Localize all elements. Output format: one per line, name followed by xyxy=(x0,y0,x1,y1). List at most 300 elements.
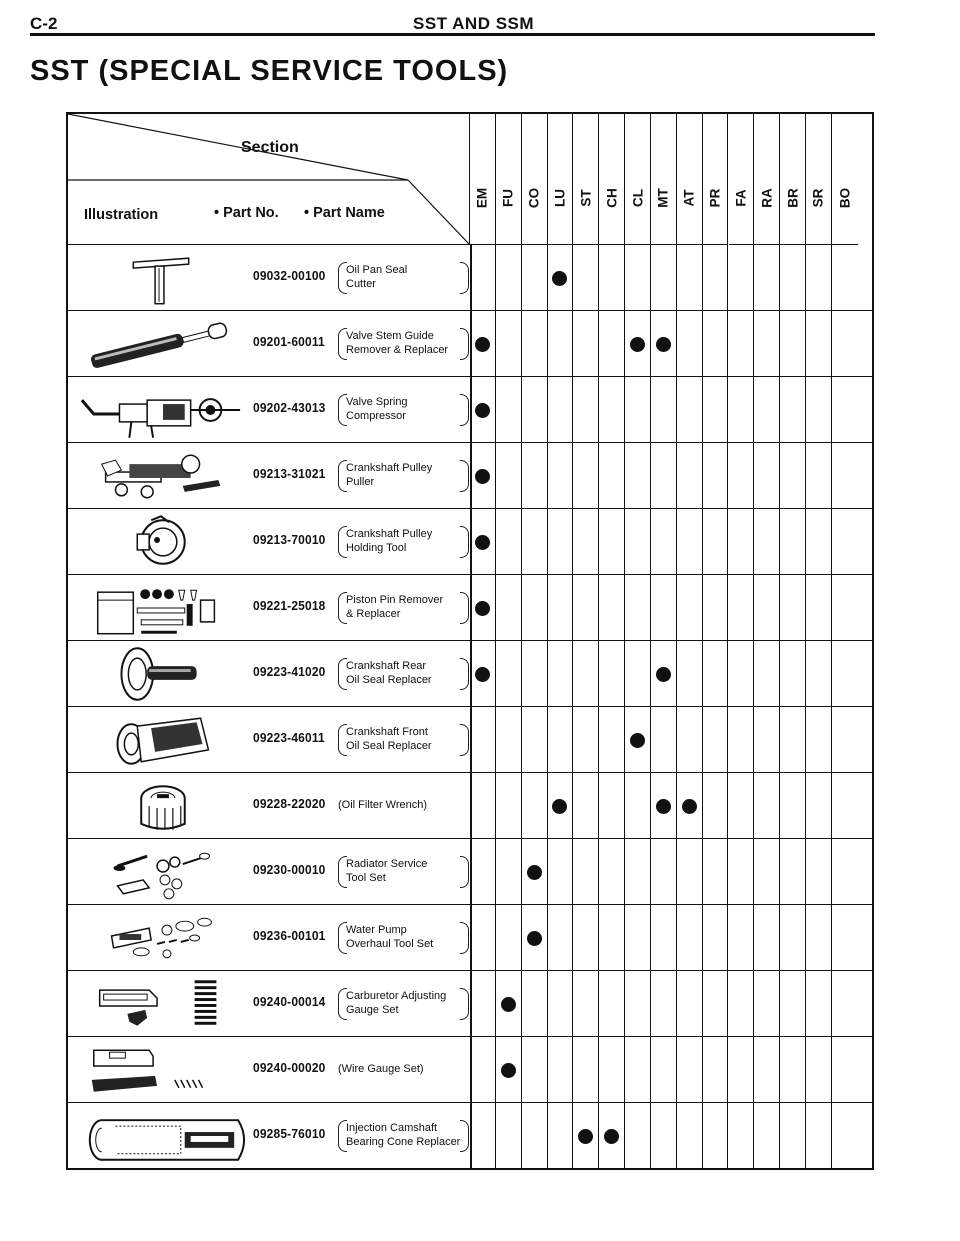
cell-st xyxy=(573,839,599,904)
cell-em xyxy=(470,377,496,442)
cell-bo xyxy=(832,773,858,838)
cell-mt xyxy=(651,1037,677,1102)
part-name xyxy=(336,1053,470,1087)
cell-ra xyxy=(754,839,780,904)
part-number: 09221-25018 xyxy=(253,598,326,613)
cell-pr xyxy=(703,1103,729,1168)
section-cells xyxy=(470,971,872,1036)
part-name-line: Crankshaft Pulley xyxy=(346,528,433,540)
table-row xyxy=(68,971,872,1037)
cell-st xyxy=(573,1103,599,1168)
cell-fu xyxy=(496,773,522,838)
cell-fa xyxy=(729,245,755,310)
cell-sr xyxy=(806,707,832,772)
cell-fu xyxy=(496,707,522,772)
cell-mt xyxy=(651,641,677,706)
column-header-bo xyxy=(832,114,858,245)
cell-bo xyxy=(832,509,858,574)
cell-em xyxy=(470,1103,496,1168)
part-name xyxy=(336,987,470,1021)
usage-mark-ch xyxy=(604,1129,619,1144)
cell-ra xyxy=(754,377,780,442)
cell-bo xyxy=(832,443,858,508)
cell-lu xyxy=(548,707,574,772)
usage-mark-mt xyxy=(656,667,671,682)
cell-cl xyxy=(625,773,651,838)
page-title: SST (SPECIAL SERVICE TOOLS) xyxy=(30,55,509,87)
usage-mark-co xyxy=(527,865,542,880)
part-name-line: Crankshaft Rear xyxy=(346,660,427,672)
cell-cl xyxy=(625,971,651,1036)
cell-pr xyxy=(703,377,729,442)
cell-st xyxy=(573,443,599,508)
column-header-fu xyxy=(496,114,522,245)
usage-mark-lu xyxy=(552,799,567,814)
guide-remover-icon xyxy=(72,314,250,374)
cell-em xyxy=(470,905,496,970)
cell-ch xyxy=(599,971,625,1036)
cell-em xyxy=(470,773,496,838)
part-name-line: Crankshaft Front xyxy=(346,726,428,738)
seal-cutter-icon xyxy=(72,248,250,308)
filter-wrench-icon xyxy=(72,776,250,836)
cell-fu xyxy=(496,971,522,1036)
cell-ch xyxy=(599,311,625,376)
cell-cl xyxy=(625,905,651,970)
cell-st xyxy=(573,575,599,640)
cell-sr xyxy=(806,641,832,706)
cell-mt xyxy=(651,971,677,1036)
bearing-cone-replacer-icon xyxy=(72,1106,250,1166)
part-name-line: Injection Camshaft xyxy=(346,1122,438,1134)
column-header-label: AT xyxy=(681,189,697,207)
cell-br xyxy=(780,575,806,640)
cell-fu xyxy=(496,641,522,706)
cell-st xyxy=(573,905,599,970)
cell-at xyxy=(677,245,703,310)
part-name-line: Remover & Replacer xyxy=(346,344,449,356)
cell-co xyxy=(522,575,548,640)
cell-sr xyxy=(806,575,832,640)
cell-bo xyxy=(832,905,858,970)
part-name-line: Oil Seal Replacer xyxy=(346,674,432,686)
usage-mark-em xyxy=(475,403,490,418)
cell-ch xyxy=(599,1037,625,1102)
column-header-em xyxy=(470,114,496,245)
usage-mark-em xyxy=(475,601,490,616)
part-name xyxy=(336,657,470,691)
cell-co xyxy=(522,377,548,442)
table-row xyxy=(68,641,872,707)
water-pump-set-icon xyxy=(72,908,250,968)
cell-br xyxy=(780,1037,806,1102)
part-name xyxy=(336,855,470,889)
cell-co xyxy=(522,1037,548,1102)
cell-fa xyxy=(729,773,755,838)
part-name-line: & Replacer xyxy=(346,608,401,620)
column-header-at xyxy=(677,114,703,245)
part-name-line: Oil Seal Replacer xyxy=(346,740,432,752)
usage-mark-fu xyxy=(501,1063,516,1078)
cell-em xyxy=(470,1037,496,1102)
cell-lu xyxy=(548,1103,574,1168)
section-cells xyxy=(470,443,872,508)
section-cells xyxy=(470,839,872,904)
table-row xyxy=(68,1103,872,1169)
cell-lu xyxy=(548,377,574,442)
cell-st xyxy=(573,707,599,772)
column-header-ch xyxy=(599,114,625,245)
cell-st xyxy=(573,971,599,1036)
cell-ra xyxy=(754,1037,780,1102)
cell-br xyxy=(780,971,806,1036)
cell-fu xyxy=(496,1103,522,1168)
cell-fu xyxy=(496,377,522,442)
part-number: 09240-00014 xyxy=(253,994,326,1009)
cell-cl xyxy=(625,443,651,508)
cell-em xyxy=(470,641,496,706)
table-row xyxy=(68,311,872,377)
cell-st xyxy=(573,245,599,310)
cell-pr xyxy=(703,245,729,310)
wire-gauge-set-icon xyxy=(72,1040,250,1100)
part-number: 09223-41020 xyxy=(253,664,326,679)
cell-at xyxy=(677,707,703,772)
cell-ch xyxy=(599,773,625,838)
cell-fu xyxy=(496,245,522,310)
pulley-puller-icon xyxy=(72,446,250,506)
usage-mark-mt xyxy=(656,337,671,352)
column-header-label: EM xyxy=(474,187,490,209)
cell-mt xyxy=(651,311,677,376)
part-name xyxy=(336,921,470,955)
cell-br xyxy=(780,443,806,508)
column-header-cl xyxy=(625,114,651,245)
cell-cl xyxy=(625,509,651,574)
table-row xyxy=(68,377,872,443)
cell-at xyxy=(677,575,703,640)
cell-fu xyxy=(496,575,522,640)
cell-ra xyxy=(754,1103,780,1168)
cell-fa xyxy=(729,1103,755,1168)
usage-mark-em xyxy=(475,535,490,550)
cell-co xyxy=(522,839,548,904)
cell-st xyxy=(573,377,599,442)
cell-at xyxy=(677,1037,703,1102)
table-row xyxy=(68,509,872,575)
spring-compressor-icon xyxy=(72,380,250,440)
cell-bo xyxy=(832,839,858,904)
usage-mark-mt xyxy=(656,799,671,814)
part-name-line: Holding Tool xyxy=(346,542,407,554)
part-number: 09213-70010 xyxy=(253,532,326,547)
part-name-line: Valve Spring xyxy=(346,396,408,408)
usage-mark-cl xyxy=(630,733,645,748)
cell-br xyxy=(780,839,806,904)
cell-br xyxy=(780,1103,806,1168)
cell-ra xyxy=(754,311,780,376)
column-header-label: BO xyxy=(837,187,853,209)
sst-table xyxy=(66,112,874,1170)
cell-em xyxy=(470,971,496,1036)
cell-fa xyxy=(729,641,755,706)
part-name-line: Gauge Set xyxy=(346,1004,399,1016)
cell-at xyxy=(677,905,703,970)
column-header-mt xyxy=(651,114,677,245)
cell-co xyxy=(522,509,548,574)
cell-bo xyxy=(832,245,858,310)
column-header-label: SR xyxy=(810,188,826,208)
cell-at xyxy=(677,443,703,508)
column-header-ra xyxy=(754,114,780,245)
cell-co xyxy=(522,641,548,706)
cell-mt xyxy=(651,707,677,772)
cell-bo xyxy=(832,1103,858,1168)
cell-br xyxy=(780,377,806,442)
part-name-line: Valve Stem Guide xyxy=(346,330,434,342)
part-name-line: (Oil Filter Wrench) xyxy=(338,799,428,811)
cell-br xyxy=(780,773,806,838)
cell-mt xyxy=(651,509,677,574)
cell-at xyxy=(677,839,703,904)
cell-ra xyxy=(754,971,780,1036)
part-name-line: Crankshaft Pulley xyxy=(346,462,433,474)
part-number: 09213-31021 xyxy=(253,466,326,481)
table-row xyxy=(68,773,872,839)
usage-mark-cl xyxy=(630,337,645,352)
cell-sr xyxy=(806,905,832,970)
usage-mark-em xyxy=(475,469,490,484)
cell-em xyxy=(470,509,496,574)
cell-pr xyxy=(703,1037,729,1102)
cell-lu xyxy=(548,773,574,838)
cell-br xyxy=(780,707,806,772)
part-number: 09236-00101 xyxy=(253,928,326,943)
cell-fa xyxy=(729,1037,755,1102)
section-cells xyxy=(470,377,872,442)
cell-st xyxy=(573,641,599,706)
radiator-tool-set-icon xyxy=(72,842,250,902)
usage-mark-lu xyxy=(552,271,567,286)
cell-at xyxy=(677,1103,703,1168)
cell-ch xyxy=(599,707,625,772)
part-number: 09202-43013 xyxy=(253,400,326,415)
cell-fa xyxy=(729,575,755,640)
cell-co xyxy=(522,443,548,508)
part-name-label: • Part Name xyxy=(304,205,385,221)
cell-cl xyxy=(625,575,651,640)
cell-ra xyxy=(754,773,780,838)
part-number: 09230-00010 xyxy=(253,862,326,877)
cell-at xyxy=(677,773,703,838)
column-header-lu xyxy=(548,114,574,245)
cell-ch xyxy=(599,1103,625,1168)
cell-lu xyxy=(548,311,574,376)
cell-cl xyxy=(625,641,651,706)
part-name xyxy=(336,525,470,559)
cell-sr xyxy=(806,311,832,376)
column-header-label: ST xyxy=(578,189,594,207)
holding-tool-icon xyxy=(72,512,250,572)
piston-pin-kit-icon xyxy=(72,578,250,638)
cell-em xyxy=(470,575,496,640)
page-number: C-2 xyxy=(30,14,58,33)
cell-lu xyxy=(548,641,574,706)
part-number: 09201-60011 xyxy=(253,334,325,349)
corner-diagonals xyxy=(68,114,470,245)
usage-mark-st xyxy=(578,1129,593,1144)
table-row xyxy=(68,443,872,509)
cell-em xyxy=(470,839,496,904)
section-cells xyxy=(470,509,872,574)
cell-sr xyxy=(806,245,832,310)
cell-br xyxy=(780,311,806,376)
cell-sr xyxy=(806,839,832,904)
cell-cl xyxy=(625,311,651,376)
cell-co xyxy=(522,905,548,970)
section-label: Section xyxy=(241,139,299,156)
cell-ch xyxy=(599,443,625,508)
cell-bo xyxy=(832,1037,858,1102)
cell-lu xyxy=(548,971,574,1036)
section-cells xyxy=(470,773,872,838)
part-name xyxy=(336,723,470,757)
cell-ra xyxy=(754,443,780,508)
cell-lu xyxy=(548,575,574,640)
cell-bo xyxy=(832,971,858,1036)
cell-co xyxy=(522,311,548,376)
section-cells xyxy=(470,245,872,310)
part-name-line: Piston Pin Remover xyxy=(346,594,444,606)
cell-ra xyxy=(754,575,780,640)
section-cells xyxy=(470,1103,872,1168)
cell-pr xyxy=(703,509,729,574)
column-header-sr xyxy=(806,114,832,245)
cell-pr xyxy=(703,773,729,838)
part-name-line: Overhaul Tool Set xyxy=(346,938,434,950)
cell-br xyxy=(780,641,806,706)
cell-pr xyxy=(703,905,729,970)
cell-at xyxy=(677,641,703,706)
table-row xyxy=(68,575,872,641)
cell-sr xyxy=(806,971,832,1036)
cell-ch xyxy=(599,509,625,574)
cell-fu xyxy=(496,905,522,970)
part-name xyxy=(336,261,470,295)
cell-ra xyxy=(754,509,780,574)
page-header-title: SST AND SSM xyxy=(413,14,535,33)
cell-pr xyxy=(703,707,729,772)
section-cells xyxy=(470,575,872,640)
part-name xyxy=(336,459,470,493)
cell-cl xyxy=(625,1037,651,1102)
cell-fa xyxy=(729,311,755,376)
usage-mark-em xyxy=(475,337,490,352)
cell-ra xyxy=(754,641,780,706)
part-name-line: Water Pump xyxy=(346,924,407,936)
cell-bo xyxy=(832,707,858,772)
cell-st xyxy=(573,1037,599,1102)
column-header-label: BR xyxy=(785,188,801,208)
column-header-pr xyxy=(703,114,729,245)
part-no-label: • Part No. xyxy=(214,205,279,221)
cell-mt xyxy=(651,575,677,640)
cell-em xyxy=(470,707,496,772)
cell-at xyxy=(677,311,703,376)
cell-lu xyxy=(548,1037,574,1102)
cell-ch xyxy=(599,839,625,904)
cell-fa xyxy=(729,377,755,442)
part-number: 09285-76010 xyxy=(253,1126,326,1141)
column-header-label: CO xyxy=(526,187,542,209)
cell-ra xyxy=(754,245,780,310)
illustration-label: Illustration xyxy=(84,207,159,223)
cell-fa xyxy=(729,443,755,508)
cell-bo xyxy=(832,377,858,442)
cell-pr xyxy=(703,443,729,508)
cell-bo xyxy=(832,311,858,376)
cell-fa xyxy=(729,707,755,772)
section-cells xyxy=(470,1037,872,1102)
cell-lu xyxy=(548,443,574,508)
section-cells xyxy=(470,905,872,970)
cell-sr xyxy=(806,377,832,442)
part-name xyxy=(336,789,470,823)
part-number: 09240-00020 xyxy=(253,1060,326,1075)
usage-mark-at xyxy=(682,799,697,814)
section-cells xyxy=(470,311,872,376)
cell-fu xyxy=(496,1037,522,1102)
cell-sr xyxy=(806,509,832,574)
cell-br xyxy=(780,509,806,574)
cell-at xyxy=(677,377,703,442)
cell-st xyxy=(573,311,599,376)
cell-sr xyxy=(806,773,832,838)
column-header-label: MT xyxy=(655,188,671,208)
cell-sr xyxy=(806,1103,832,1168)
cell-fu xyxy=(496,311,522,376)
rear-seal-replacer-icon xyxy=(72,644,250,704)
column-header-label: FU xyxy=(500,189,516,207)
part-name xyxy=(336,591,470,625)
cell-em xyxy=(470,245,496,310)
cell-fa xyxy=(729,839,755,904)
cell-mt xyxy=(651,1103,677,1168)
cell-cl xyxy=(625,707,651,772)
part-number: 09223-46011 xyxy=(253,730,325,745)
cell-co xyxy=(522,245,548,310)
table-row xyxy=(68,839,872,905)
cell-lu xyxy=(548,905,574,970)
table-row xyxy=(68,905,872,971)
cell-ch xyxy=(599,575,625,640)
table-row xyxy=(68,245,872,311)
cell-ch xyxy=(599,905,625,970)
part-name-line: Carburetor Adjusting xyxy=(346,990,447,1002)
cell-pr xyxy=(703,575,729,640)
column-header-st xyxy=(573,114,599,245)
cell-ra xyxy=(754,905,780,970)
cell-br xyxy=(780,245,806,310)
cell-co xyxy=(522,773,548,838)
cell-ch xyxy=(599,377,625,442)
cell-fu xyxy=(496,509,522,574)
table-row xyxy=(68,707,872,773)
header-rule xyxy=(30,33,875,36)
cell-fu xyxy=(496,839,522,904)
cell-at xyxy=(677,971,703,1036)
cell-pr xyxy=(703,311,729,376)
